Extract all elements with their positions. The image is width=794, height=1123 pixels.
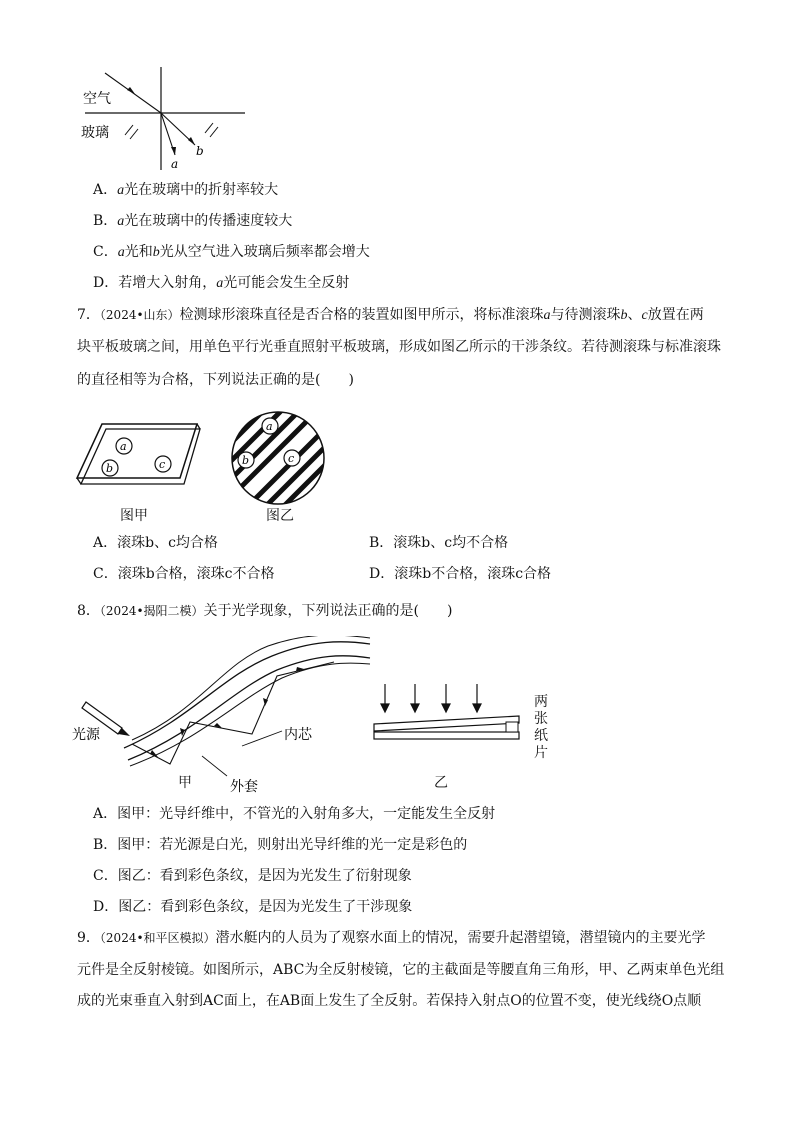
q7-line-3: 的直径相等为合格，下列说法正确的是( ) — [77, 372, 354, 388]
question-number: 8． — [77, 603, 100, 619]
option-text: 光从空气进入玻璃后频率都会增大 — [159, 244, 370, 260]
figure-yi-caption: 图乙 — [266, 508, 294, 524]
paper-label-char: 片 — [534, 745, 548, 761]
option-key: C． — [93, 244, 118, 260]
ball-b-label: b — [106, 462, 114, 475]
option-text: 图甲：若光源是白光，则射出光导纤维的光一定是彩色的 — [117, 837, 468, 853]
option-key: D． — [93, 899, 119, 915]
option-key: C． — [93, 566, 118, 582]
core-label: 内芯 — [284, 727, 312, 743]
option-text: 图甲：光导纤维中，不管光的入射角多大，一定能发生全反射 — [117, 806, 496, 822]
glass-label: 玻璃 — [81, 125, 109, 141]
q9-line-3: 成的光束垂直入射到AC面上，在AB面上发生了全反射。若保持入射点O的位置不变，使光线绕O点顺 — [77, 993, 702, 1009]
paper-label-char: 纸 — [534, 728, 548, 744]
q8-option-c[interactable] — [93, 866, 412, 886]
q7-line-2: 块平板玻璃之间，用单色平行光垂直照射平板玻璃，形成如图乙所示的干涉条纹。若待测滚珠与标准滚珠 — [77, 339, 721, 355]
ball-c-label: c — [288, 452, 295, 465]
option-text: 光在玻璃中的折射率较大 — [124, 182, 279, 198]
q9-line-2: 元件是全反射棱镜。如图所示，ABC为全反射棱镜，它的主截面是等腰直角三角形，甲、乙两束单色光组 — [77, 962, 725, 978]
q7-option-c[interactable] — [93, 564, 275, 584]
air-label: 空气 — [83, 91, 111, 107]
q6-option-c[interactable] — [93, 242, 370, 263]
var-b: b — [152, 245, 160, 260]
var-a: a — [543, 308, 551, 323]
var-a: a — [216, 276, 224, 291]
refraction-figure — [75, 65, 255, 175]
ball-c-label: c — [159, 458, 166, 471]
question-source: （2024•揭阳二模） — [99, 604, 204, 618]
ray-b-label: b — [196, 144, 204, 158]
option-key: A． — [93, 182, 118, 198]
ball-a-label: a — [120, 440, 127, 453]
question-number: 7． — [77, 307, 100, 323]
option-key: A． — [93, 535, 118, 551]
option-key: B． — [93, 837, 118, 853]
q6-option-a[interactable] — [93, 180, 278, 201]
option-key: D． — [369, 566, 395, 582]
var-b: b — [620, 308, 628, 323]
var-a: a — [117, 183, 125, 198]
var-a: a — [117, 245, 125, 260]
option-key: A． — [93, 806, 118, 822]
q8-option-a[interactable] — [93, 804, 495, 824]
ray-a-label: a — [171, 157, 179, 171]
q8-figure-fiber — [72, 636, 372, 796]
question-text: 关于光学现象，下列说法正确的是( ) — [203, 603, 453, 619]
q8-option-b[interactable] — [93, 835, 467, 855]
ball-a-label: a — [266, 420, 273, 433]
option-key: D． — [93, 275, 119, 291]
question-number: 9． — [77, 930, 100, 946]
question-text: 与待测滚珠 — [550, 307, 621, 323]
option-text: 滚珠b、c均不合格 — [393, 535, 509, 551]
q7-option-a[interactable] — [93, 533, 218, 553]
q7-figure-yi — [228, 408, 328, 508]
option-text: 若增大入射角， — [118, 275, 217, 291]
option-text: 图乙：看到彩色条纹，是因为光发生了衍射现象 — [117, 868, 412, 884]
question-text: 放置在两 — [647, 307, 704, 323]
paper-label-char: 两 — [534, 694, 548, 710]
figure-jia-caption: 甲 — [178, 775, 192, 791]
separator: 、 — [627, 307, 642, 323]
figure-yi-caption: 乙 — [434, 775, 448, 791]
option-text: 光可能会发生全反射 — [223, 275, 350, 291]
question-source: （2024•山东） — [99, 308, 180, 322]
figure-jia-caption: 图甲 — [120, 508, 148, 524]
q8-line-1 — [77, 601, 452, 621]
option-text: 滚珠b不合格，滚珠c合格 — [394, 566, 552, 582]
paper-label-char: 张 — [534, 711, 548, 727]
q9-line-1 — [77, 928, 706, 948]
var-c: c — [641, 308, 648, 323]
option-text: 光和 — [124, 244, 153, 260]
option-key: C． — [93, 868, 118, 884]
q7-option-b[interactable] — [369, 533, 508, 553]
option-text: 滚珠b、c均合格 — [117, 535, 218, 551]
light-source-label: 光源 — [72, 727, 100, 743]
q6-option-b[interactable] — [93, 211, 292, 232]
q6-option-d[interactable] — [93, 273, 349, 294]
option-text: 光在玻璃中的传播速度较大 — [124, 213, 293, 229]
question-text: 潜水艇内的人员为了观察水面上的情况，需要升起潜望镜，潜望镜内的主要光学 — [215, 930, 706, 946]
q8-figure-paper — [370, 680, 530, 750]
option-text: 图乙：看到彩色条纹，是因为光发生了干涉现象 — [118, 899, 413, 915]
cladding-label: 外套 — [230, 779, 258, 795]
paper-label — [533, 694, 549, 762]
var-a: a — [117, 214, 125, 229]
q7-line-1 — [77, 305, 704, 326]
option-key: B． — [93, 213, 118, 229]
q7-option-d[interactable] — [369, 564, 551, 584]
q7-figure-jia — [72, 418, 212, 498]
option-key: B． — [369, 535, 394, 551]
question-source: （2024•和平区模拟） — [99, 931, 216, 945]
q8-option-d[interactable] — [93, 897, 412, 917]
option-text: 滚珠b合格，滚珠c不合格 — [117, 566, 275, 582]
question-text: 检测球形滚珠直径是否合格的装置如图甲所示，将标准滚珠 — [179, 307, 544, 323]
ball-b-label: b — [242, 454, 250, 467]
